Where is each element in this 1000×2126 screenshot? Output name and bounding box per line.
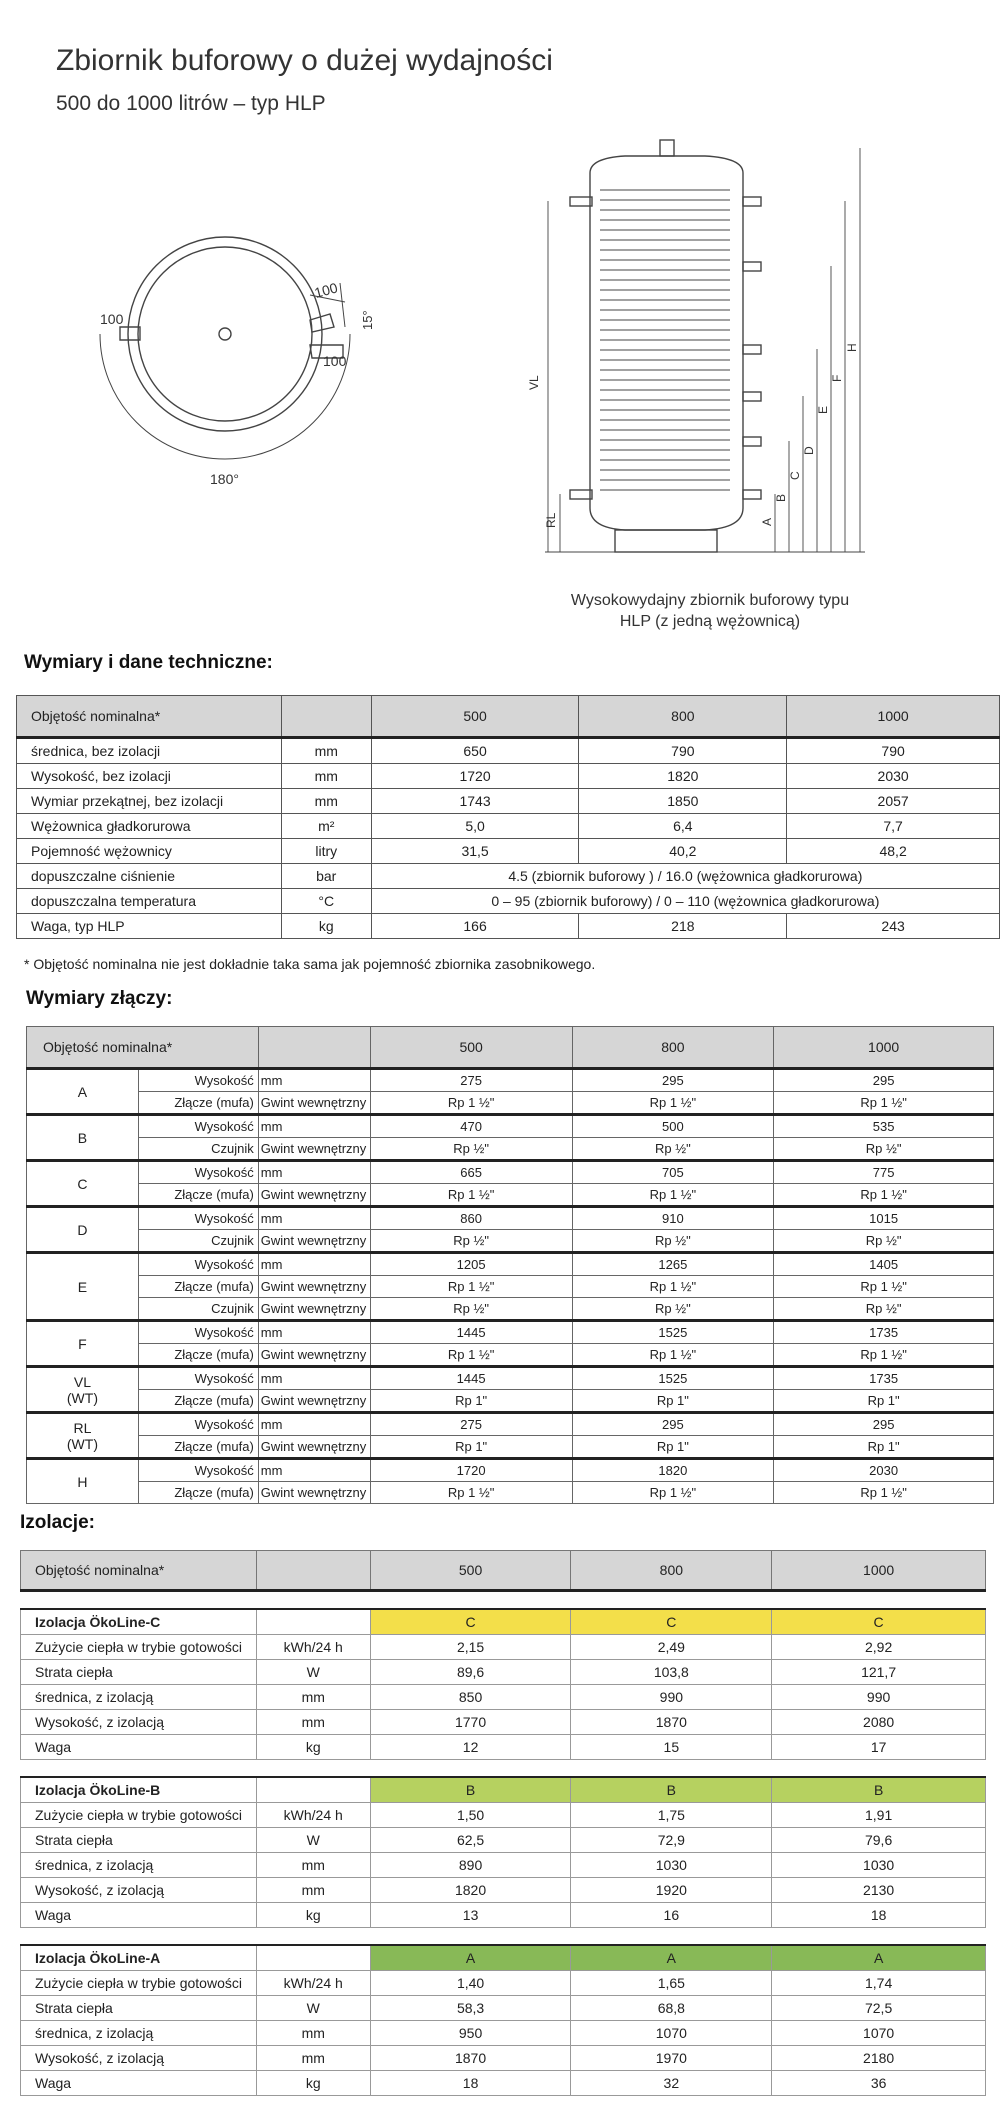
table-row: Wymiar przekątnej, bez izolacji mm 1743 1850 2057 bbox=[17, 789, 1000, 814]
table-row: C Wysokość mm 665 705 775 bbox=[27, 1161, 994, 1184]
connection-group-label: VL (WT) bbox=[27, 1367, 139, 1413]
side-view-drawing bbox=[545, 140, 865, 552]
table-row: VL (WT) Wysokość mm 1445 1525 1735 bbox=[27, 1367, 994, 1390]
dim-right-top-label: 100 bbox=[312, 279, 340, 301]
table-row: Czujnik Gwint wewnętrzny Rp ½" Rp ½" Rp ½" bbox=[27, 1298, 994, 1321]
table-row: Wysokość, z izolacją mm 1820 1920 2130 bbox=[21, 1878, 986, 1903]
label-e: E bbox=[816, 405, 830, 414]
table-row: Złącze (mufa) Gwint wewnętrzny Rp 1 ½" Rp 1 ½" Rp 1 ½" bbox=[27, 1184, 994, 1207]
angle-large-label: 180° bbox=[210, 471, 239, 487]
connection-group-label: A bbox=[27, 1069, 139, 1115]
table-row: Zużycie ciepła w trybie gotowości kWh/24 h 1,40 1,65 1,74 bbox=[21, 1971, 986, 1996]
page-title: Zbiornik buforowy o dużej wydajności bbox=[56, 44, 553, 77]
label-a: A bbox=[760, 517, 774, 526]
connections-header-row: Objętość nominalna* 500 800 1000 bbox=[27, 1027, 994, 1069]
energy-class-badge: C bbox=[571, 1609, 772, 1635]
table-row: F Wysokość mm 1445 1525 1735 bbox=[27, 1321, 994, 1344]
table-row: Strata ciepła W 58,3 68,8 72,5 bbox=[21, 1996, 986, 2021]
table-row: Czujnik Gwint wewnętrzny Rp ½" Rp ½" Rp ½" bbox=[27, 1138, 994, 1161]
label-vl: VL bbox=[527, 375, 541, 390]
connection-group-label: C bbox=[27, 1161, 139, 1207]
table-row: Zużycie ciepła w trybie gotowości kWh/24 h 1,50 1,75 1,91 bbox=[21, 1803, 986, 1828]
table-row: RL (WT) Wysokość mm 275 295 295 bbox=[27, 1413, 994, 1436]
label-rl: RL bbox=[544, 512, 558, 528]
table-row: A Wysokość mm 275 295 295 bbox=[27, 1069, 994, 1092]
tech-table bbox=[16, 695, 1000, 939]
table-row: Zużycie ciepła w trybie gotowości kWh/24 h 2,15 2,49 2,92 bbox=[21, 1635, 986, 1660]
energy-class-badge: A bbox=[571, 1945, 772, 1971]
energy-class-badge: B bbox=[571, 1777, 772, 1803]
angle-small-label: 15° bbox=[360, 310, 375, 330]
tech-heading: Wymiary i dane techniczne: bbox=[24, 652, 273, 673]
table-row: dopuszczalna temperatura °C 0 – 95 (zbiornik buforowy) / 0 – 110 (wężownica gładkorurowa) bbox=[17, 889, 1000, 914]
connections-table bbox=[26, 1026, 994, 1504]
label-c: C bbox=[788, 471, 802, 480]
table-row: Wysokość, z izolacją mm 1770 1870 2080 bbox=[21, 1710, 986, 1735]
table-row: Pojemność wężownicy litry 31,5 40,2 48,2 bbox=[17, 839, 1000, 864]
dim-right-bottom-label: 100 bbox=[323, 353, 347, 369]
footnote: * Objętość nominalna nie jest dokładnie taka sama jak pojemność zbiornika zasobnikowego. bbox=[24, 956, 596, 972]
connection-group-label: RL (WT) bbox=[27, 1413, 139, 1459]
tank-drawing bbox=[0, 120, 1000, 590]
energy-class-badge: A bbox=[370, 1945, 571, 1971]
dim-left-label: 100 bbox=[100, 311, 124, 327]
table-row: Waga kg 12 15 17 bbox=[21, 1735, 986, 1760]
insulation-heading: Izolacje: bbox=[20, 1512, 95, 1533]
table-row: Wężownica gładkorurowa m² 5,0 6,4 7,7 bbox=[17, 814, 1000, 839]
energy-class-badge: A bbox=[772, 1945, 986, 1971]
energy-class-badge: C bbox=[370, 1609, 571, 1635]
table-row: Waga kg 13 16 18 bbox=[21, 1903, 986, 1928]
table-row: Wysokość, bez izolacji mm 1720 1820 2030 bbox=[17, 764, 1000, 789]
energy-class-badge: C bbox=[772, 1609, 986, 1635]
page-subtitle: 500 do 1000 litrów – typ HLP bbox=[56, 92, 326, 115]
connection-group-label: F bbox=[27, 1321, 139, 1367]
label-h: H bbox=[845, 343, 859, 352]
table-row: Złącze (mufa) Gwint wewnętrzny Rp 1 ½" Rp 1 ½" Rp 1 ½" bbox=[27, 1276, 994, 1298]
insulation-header-row: Objętość nominalna* 500 800 1000 bbox=[21, 1551, 986, 1591]
insulation-group-header: Izolacja ÖkoLine-A A A A bbox=[21, 1945, 986, 1971]
insulation-table bbox=[20, 1550, 986, 2096]
table-row: Strata ciepła W 89,6 103,8 121,7 bbox=[21, 1660, 986, 1685]
table-row: D Wysokość mm 860 910 1015 bbox=[27, 1207, 994, 1230]
drawing-caption: Wysokowydajny zbiornik buforowy typu HLP (z jedną wężownicą) bbox=[570, 592, 850, 630]
tech-header-row: Objętość nominalna* 500 800 1000 bbox=[17, 696, 1000, 738]
table-row: E Wysokość mm 1205 1265 1405 bbox=[27, 1253, 994, 1276]
table-row: średnica, z izolacją mm 950 1070 1070 bbox=[21, 2021, 986, 2046]
table-row: średnica, z izolacją mm 850 990 990 bbox=[21, 1685, 986, 1710]
table-row: Czujnik Gwint wewnętrzny Rp ½" Rp ½" Rp ½" bbox=[27, 1230, 994, 1253]
top-view-drawing bbox=[100, 237, 350, 459]
label-b: B bbox=[774, 493, 788, 502]
table-row: średnica, bez izolacji mm 650 790 790 bbox=[17, 738, 1000, 764]
label-d: D bbox=[802, 446, 816, 455]
table-row: Waga kg 18 32 36 bbox=[21, 2071, 986, 2096]
table-row: Złącze (mufa) Gwint wewnętrzny Rp 1 ½" Rp 1 ½" Rp 1 ½" bbox=[27, 1092, 994, 1115]
table-row: dopuszczalne ciśnienie bar 4.5 (zbiornik buforowy ) / 16.0 (wężownica gładkorurowa) bbox=[17, 864, 1000, 889]
table-row: B Wysokość mm 470 500 535 bbox=[27, 1115, 994, 1138]
insulation-group-header: Izolacja ÖkoLine-C C C C bbox=[21, 1609, 986, 1635]
connection-group-label: H bbox=[27, 1459, 139, 1504]
table-row: Strata ciepła W 62,5 72,9 79,6 bbox=[21, 1828, 986, 1853]
table-row: średnica, z izolacją mm 890 1030 1030 bbox=[21, 1853, 986, 1878]
table-row: Złącze (mufa) Gwint wewnętrzny Rp 1" Rp 1" Rp 1" bbox=[27, 1390, 994, 1413]
table-row: Złącze (mufa) Gwint wewnętrzny Rp 1" Rp 1" Rp 1" bbox=[27, 1436, 994, 1459]
table-row: Złącze (mufa) Gwint wewnętrzny Rp 1 ½" Rp 1 ½" Rp 1 ½" bbox=[27, 1344, 994, 1367]
label-f: F bbox=[830, 374, 844, 382]
energy-class-badge: B bbox=[370, 1777, 571, 1803]
table-row: Złącze (mufa) Gwint wewnętrzny Rp 1 ½" Rp 1 ½" Rp 1 ½" bbox=[27, 1482, 994, 1504]
connections-heading: Wymiary złączy: bbox=[26, 988, 173, 1009]
energy-class-badge: B bbox=[772, 1777, 986, 1803]
table-row: Wysokość, z izolacją mm 1870 1970 2180 bbox=[21, 2046, 986, 2071]
insulation-group-header: Izolacja ÖkoLine-B B B B bbox=[21, 1777, 986, 1803]
table-row: Waga, typ HLP kg 166 218 243 bbox=[17, 914, 1000, 939]
connection-group-label: D bbox=[27, 1207, 139, 1253]
connection-group-label: B bbox=[27, 1115, 139, 1161]
connection-group-label: E bbox=[27, 1253, 139, 1321]
table-row: H Wysokość mm 1720 1820 2030 bbox=[27, 1459, 994, 1482]
